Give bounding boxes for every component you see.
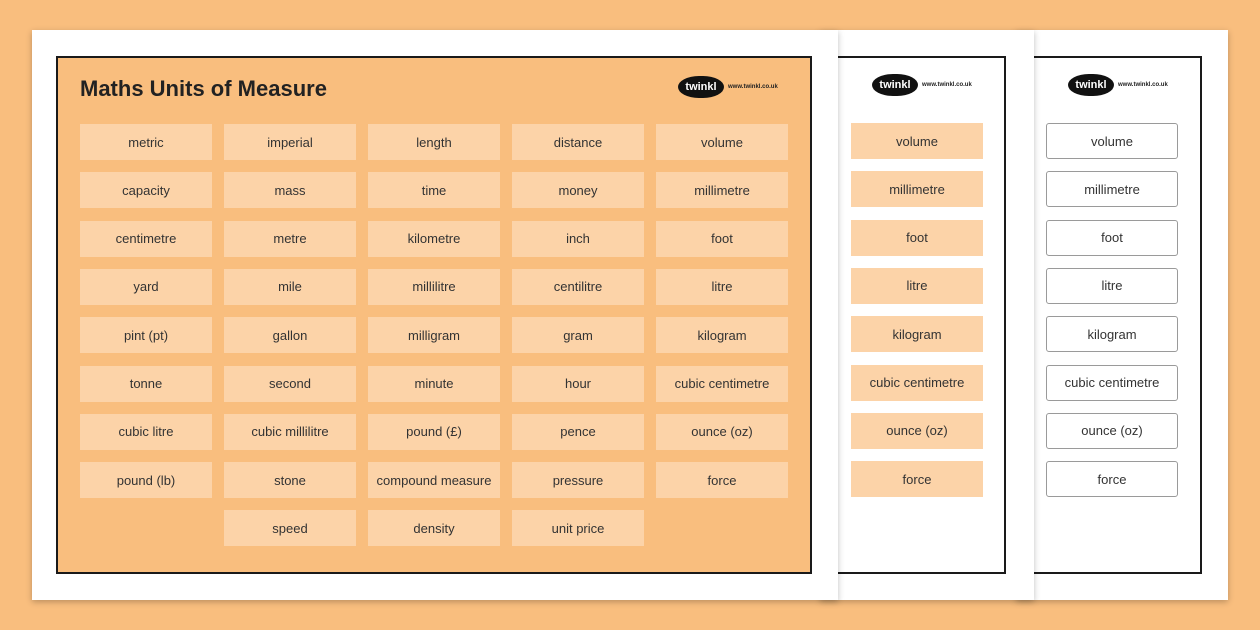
word-card: ounce (oz) — [1046, 413, 1178, 449]
brand-url: www.twinkl.co.uk — [922, 82, 972, 88]
word-card: foot — [851, 220, 983, 256]
word-card: cubic centimetre — [656, 366, 788, 402]
twinkl-logo-icon: twinkl — [872, 74, 918, 96]
word-card: pence — [512, 414, 644, 450]
word-card: unit price — [512, 510, 644, 546]
word-card: metre — [224, 221, 356, 257]
brand-url: www.twinkl.co.uk — [1118, 82, 1168, 88]
word-card: litre — [1046, 268, 1178, 304]
word-card: kilometre — [368, 221, 500, 257]
word-card: distance — [512, 124, 644, 160]
word-card: stone — [224, 462, 356, 498]
twinkl-logo-icon: twinkl — [678, 76, 724, 98]
word-card: millimetre — [851, 171, 983, 207]
word-card: second — [224, 366, 356, 402]
brand-url: www.twinkl.co.uk — [728, 84, 778, 90]
word-card: force — [656, 462, 788, 498]
word-card: gram — [512, 317, 644, 353]
word-card: foot — [1046, 220, 1178, 256]
word-card: inch — [512, 221, 644, 257]
word-card: kilogram — [1046, 316, 1178, 352]
main-sheet-logo — [678, 76, 778, 98]
word-card: centimetre — [80, 221, 212, 257]
word-card: tonne — [80, 366, 212, 402]
word-card: force — [851, 461, 983, 497]
word-card: pressure — [512, 462, 644, 498]
middle-sheet — [820, 30, 1034, 600]
word-card: metric — [80, 124, 212, 160]
word-card: millilitre — [368, 269, 500, 305]
middle-sheet-logo — [872, 74, 972, 96]
main-sheet-panel — [56, 56, 812, 574]
word-card: foot — [656, 221, 788, 257]
word-card: volume — [851, 123, 983, 159]
word-card: density — [368, 510, 500, 546]
word-card: capacity — [80, 172, 212, 208]
word-card: ounce (oz) — [656, 414, 788, 450]
word-card: money — [512, 172, 644, 208]
word-card: milligram — [368, 317, 500, 353]
word-card: cubic centimetre — [1046, 365, 1178, 401]
word-card: time — [368, 172, 500, 208]
word-card: cubic millilitre — [224, 414, 356, 450]
word-card: mass — [224, 172, 356, 208]
word-card: litre — [656, 269, 788, 305]
word-card: litre — [851, 268, 983, 304]
word-card: volume — [656, 124, 788, 160]
word-card: cubic litre — [80, 414, 212, 450]
word-card: kilogram — [656, 317, 788, 353]
word-card: cubic centimetre — [851, 365, 983, 401]
word-card: hour — [512, 366, 644, 402]
word-card: force — [1046, 461, 1178, 497]
word-card: millimetre — [1046, 171, 1178, 207]
word-card: imperial — [224, 124, 356, 160]
word-card: yard — [80, 269, 212, 305]
main-sheet — [32, 30, 838, 600]
word-card: ounce (oz) — [851, 413, 983, 449]
word-card: gallon — [224, 317, 356, 353]
word-card: speed — [224, 510, 356, 546]
page-title: Maths Units of Measure — [80, 76, 327, 101]
word-card: pint (pt) — [80, 317, 212, 353]
back-sheet — [1016, 30, 1228, 600]
word-card: kilogram — [851, 316, 983, 352]
word-card: compound measure — [368, 462, 500, 498]
word-card: pound (lb) — [80, 462, 212, 498]
word-card: volume — [1046, 123, 1178, 159]
word-card: minute — [368, 366, 500, 402]
word-card: length — [368, 124, 500, 160]
twinkl-logo-icon: twinkl — [1068, 74, 1114, 96]
back-sheet-logo — [1068, 74, 1168, 96]
word-card: centilitre — [512, 269, 644, 305]
word-card: pound (£) — [368, 414, 500, 450]
word-card: millimetre — [656, 172, 788, 208]
word-card: mile — [224, 269, 356, 305]
